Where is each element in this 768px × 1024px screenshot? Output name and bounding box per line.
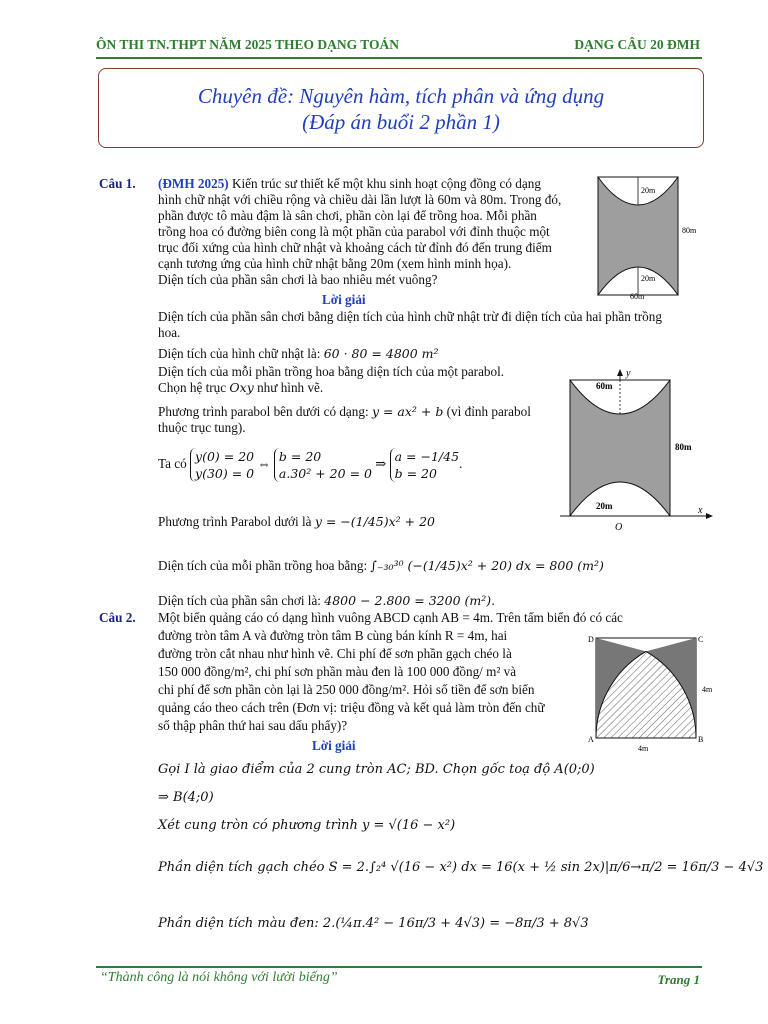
fig3-A-label: A <box>588 735 594 744</box>
fig1-width-label: 60m <box>630 292 645 299</box>
q1-line-6: Diện tích của phần sân chơi là bao nhiêu mét vuông? <box>158 272 438 287</box>
question-1-label: Câu 1. <box>99 176 136 191</box>
q1-parabol-form <box>158 404 558 436</box>
q1-line-5: cạnh tương ứng của hình chữ nhật bằng 20m (xem hình minh họa). <box>158 256 512 271</box>
title-line-1: Chuyên đề: Nguyên hàm, tích phân và ứng dụng <box>197 84 605 108</box>
header-left: ÔN THI TN.THPT NĂM 2025 THEO DẠNG TOÁN <box>96 37 400 52</box>
header-divider <box>96 57 702 59</box>
q1-parabol-eq <box>158 514 435 530</box>
q1-integral <box>158 558 604 574</box>
footer-quote: “Thành công là nói không với lười biếng” <box>100 970 338 985</box>
fig1-top-label: 20m <box>641 186 656 195</box>
q1-figure-2 <box>560 366 716 534</box>
sys2b: a.30² + 20 = 0 <box>278 466 372 481</box>
q1-answer <box>158 593 495 609</box>
q2-figure <box>584 630 720 756</box>
q1-parabol-eq-value: y = −(1/45)x² + 20 <box>314 514 435 529</box>
q2-sol-2: Xét cung tròn có phương trình y = √(16 − x²) <box>158 818 456 833</box>
q1-system: Ta có y(0) = 20 y(30) = 0 ⇔ b = 20 a.30² + 20 = 0 ⇒ a = −1/45 b = 20. <box>158 449 463 481</box>
q1-sol-8: Phương trình Parabol dưới là <box>158 514 315 529</box>
q1-sol-6: thuộc trục tung). <box>158 420 246 435</box>
q2-line-5: quảng cáo theo cách trên (Đơn vị: triệu đồng và kết quả làm tròn đến chữ <box>158 700 545 715</box>
q1-sol-4: Chọn hệ trục <box>158 380 230 395</box>
q1-answer-value: 4800 − 2.800 = 3200 (m²). <box>324 593 496 608</box>
q1-rect-area <box>158 346 439 362</box>
fig3-C-label: C <box>698 635 704 644</box>
title-box <box>98 68 704 148</box>
fig2-origin-label: O <box>615 522 623 533</box>
question-1-text <box>158 176 588 288</box>
q2-sol-0: Gọi I là giao điểm của 2 cung tròn AC; BD. Chọn gốc toạ độ A(0;0) <box>158 762 595 777</box>
q2-line-1: đường tròn tâm A và đường tròn tâm B cùng bán kính R = 4m, hai <box>158 628 508 643</box>
q1-sol-0: Diện tích của phần sân chơi bằng diện tích của hình chữ nhật trừ đi diện tích của hai phần trồng <box>158 309 662 324</box>
q1-integral-value: ∫₋₃₀³⁰ (−(1/45)x² + 20) dx = 800 (m²) <box>370 558 604 573</box>
q2-line-3: 150 000 đồng/m², chi phí sơn phần màu đen là 100 000 đồng/ m² và <box>158 664 517 679</box>
q1-line-3: trồng hoa có đường biên cong là một phần của parabol với đỉnh thuộc một <box>158 224 550 239</box>
q2-sol-3: Phần diện tích gạch chéo S = 2.∫₂⁴ √(16 − x²) dx = 16(x + ½ sin 2x)|π/6→π/2 = 16π/3 − 4√3 <box>158 860 764 875</box>
question-2-text <box>158 627 578 735</box>
fig1-bottom-label: 20m <box>641 274 656 283</box>
sys1b: y(30) = 0 <box>195 466 255 481</box>
q1-system-1 <box>190 448 254 482</box>
q1-sol-1: hoa. <box>158 325 181 340</box>
title-line-2: (Đáp án buổi 2 phần 1) <box>302 110 500 134</box>
q1-line-2: phần được tô màu đậm là sân chơi, phần còn lại để trồng hoa. Mỗi phần <box>158 208 537 223</box>
q1-sol-3: Diện tích của mỗi phần trồng hoa bằng diện tích của một parabol. <box>158 364 505 379</box>
question-1-source: (ĐMH 2025) <box>158 176 229 191</box>
fig2-x-label: x <box>698 505 703 516</box>
q1-sol-7: Ta có <box>158 456 187 472</box>
footer-divider <box>96 966 702 968</box>
fig3-D-label: D <box>588 635 594 644</box>
q1-line-1: hình chữ nhật với chiều rộng và chiều dài lần lượt là 60m và 80m. Trong đó, <box>158 192 562 207</box>
q2-sol-4: Phần diện tích màu đen: 2.(¼π.4² − 16π/3 + 4√3) = −8π/3 + 8√3 <box>158 916 589 931</box>
fig3-side-label: 4m <box>702 685 713 694</box>
fig1-side-label: 80m <box>682 226 697 235</box>
sys2a: b = 20 <box>278 449 322 464</box>
page-number: Trang 1 <box>657 972 700 987</box>
q1-line-4: trục đối xứng của hình chữ nhật và khoảng cách từ đỉnh đó đến trung điểm <box>158 240 552 255</box>
q1-axes-suffix: như hình vẽ. <box>253 380 324 395</box>
q2-loi-giai: Lời giải <box>312 738 356 753</box>
q2-sol-1: ⇒ B(4;0) <box>158 790 214 805</box>
q2-line-6: số thập phân thứ hai sau dấu phẩy)? <box>158 718 348 733</box>
q1-system-2 <box>274 448 372 482</box>
header-right: DẠNG CÂU 20 ĐMH <box>574 37 700 52</box>
q1-axes <box>158 380 323 396</box>
q1-line-0: Kiến trúc sư thiết kế một khu sinh hoạt cộng đồng có dạng <box>231 176 541 191</box>
fig2-side-label: 80m <box>675 442 692 452</box>
fig2-top-label: 60m <box>596 381 613 391</box>
question-2-label: Câu 2. <box>99 610 136 625</box>
q1-sol-10: Diện tích của phần sân chơi là: <box>158 593 325 608</box>
q1-figure-1 <box>594 175 706 299</box>
q2-line-4: chi phí để sơn phần còn lại là 250 000 đồng/m². Hỏi số tiền để sơn biển <box>158 682 535 697</box>
q1-axes-name: Oxy <box>229 380 254 395</box>
fig2-bottom-label: 20m <box>596 501 613 511</box>
q1-parabol-form-eq: y = ax² + b <box>371 404 444 419</box>
q1-sol-5: Phương trình parabol bên dưới có dạng: <box>158 404 372 419</box>
q2-line-0: Một biển quảng cáo có dạng hình vuông ABCD cạnh AB = 4m. Trên tấm biển đó có các <box>158 610 623 625</box>
q1-sol-9: Diện tích của mỗi phần trồng hoa bằng: <box>158 558 371 573</box>
q2-line-2: đường tròn cắt nhau như hình vẽ. Chi phí để sơn phần gạch chéo là <box>158 646 512 661</box>
fig3-bottom-label: 4m <box>638 744 649 753</box>
fig3-B-label: B <box>698 735 704 744</box>
q1-rect-area-value: 60 · 80 = 4800 m² <box>323 346 439 361</box>
q1-loi-giai: Lời giải <box>322 292 366 307</box>
sys3b: b = 20 <box>394 466 437 481</box>
sys1a: y(0) = 20 <box>195 449 255 464</box>
q1-system-3 <box>390 448 459 482</box>
q1-parabol-note: (vì đỉnh parabol <box>443 404 531 419</box>
fig2-y-label: y <box>626 368 631 379</box>
q1-sol-2: Diện tích của hình chữ nhật là: <box>158 346 324 361</box>
sys3a: a = −1/45 <box>394 449 460 464</box>
q1-sol-intro <box>158 309 718 341</box>
